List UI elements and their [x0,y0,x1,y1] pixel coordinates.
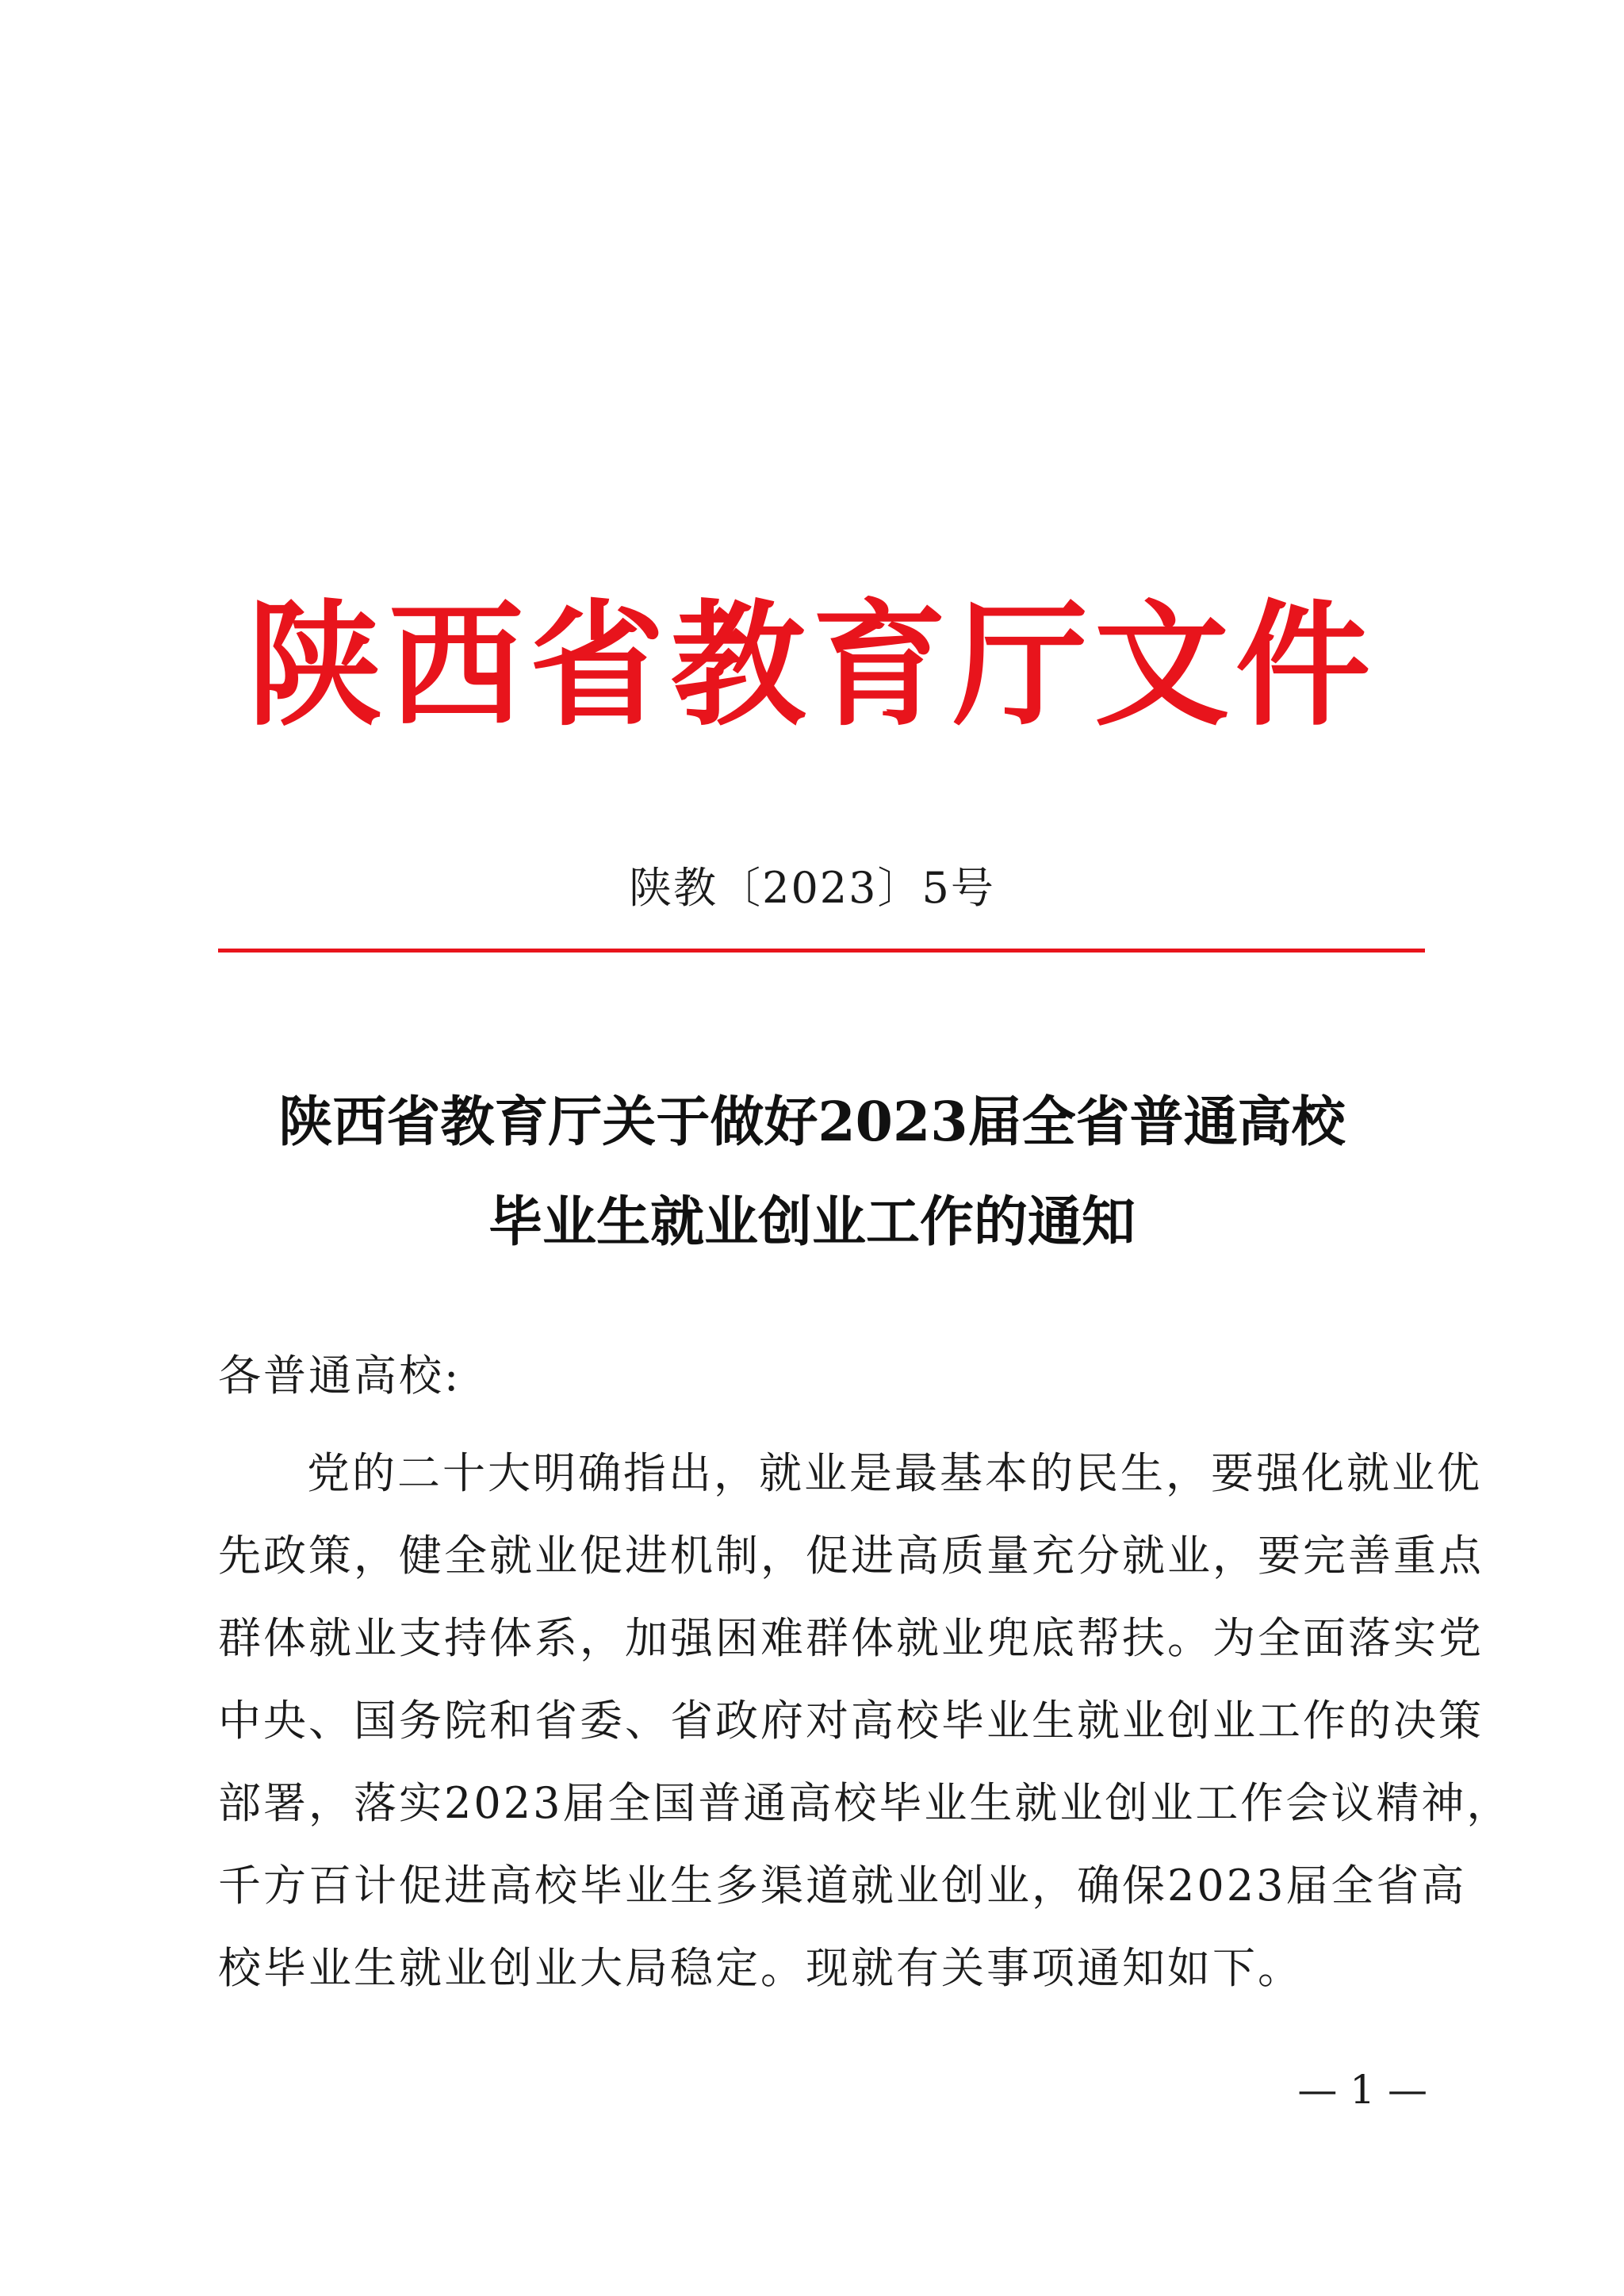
document-title [190,1072,1434,1272]
document-header-title: 陕西省教育厅文件 [247,588,1377,745]
body-line: 千方百计促进高校毕业生多渠道就业创业，确保2023届全省高 [218,1861,1467,1911]
document-number: 陕教〔2023〕5号 [629,863,995,913]
body-line: 先政策，健全就业促进机制，促进高质量充分就业，要完善重点 [218,1531,1484,1581]
body-line: 党的二十大明确指出，就业是最基本的民生，要强化就业优 [307,1448,1482,1498]
salutation: 各普通高校: [218,1351,462,1401]
body-paragraph [218,1432,1512,2010]
body-line: 群体就业支持体系，加强困难群体就业兜底帮扶。为全面落实党 [218,1613,1484,1663]
body-line: 中央、国务院和省委、省政府对高校毕业生就业创业工作的决策 [218,1696,1484,1746]
document-title-line: 毕业生就业创业工作的通知 [488,1190,1136,1254]
page-number: — 1 — [1297,2067,1427,2113]
body-line: 部署，落实2023届全国普通高校毕业生就业创业工作会议精神， [218,1778,1512,1828]
document-title-line: 陕西省教育厅关于做好2023届全省普通高校 [278,1091,1346,1154]
red-divider-line [218,949,1425,953]
body-line: 校毕业生就业创业大局稳定。现就有关事项通知如下。 [218,1943,1303,1993]
